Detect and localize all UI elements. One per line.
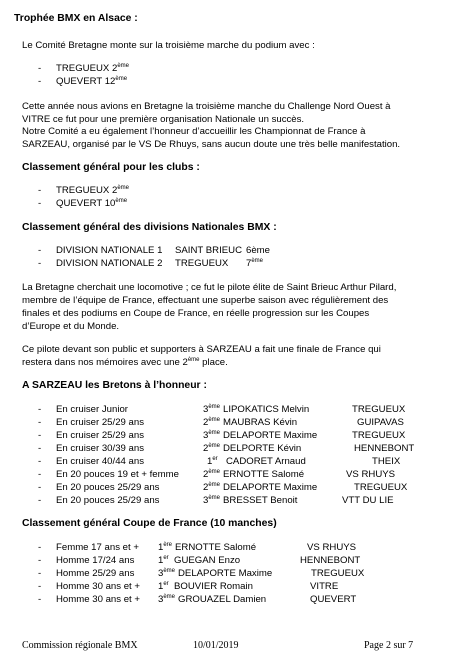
result-club: TREGUEUX xyxy=(354,482,408,493)
result-category: Homme 17/24 ans xyxy=(56,555,135,566)
paragraph-line: restera dans nos mémoires avec une 2ème place. xyxy=(22,357,228,368)
result-rank: 3ème xyxy=(203,495,221,506)
result-club: HENNEBONT xyxy=(354,443,415,454)
result-category: En cruiser 40/44 ans xyxy=(56,456,144,467)
result-club: THEIX xyxy=(372,456,401,467)
division-club: SAINT BRIEUC xyxy=(175,245,242,256)
result-club: VITRE xyxy=(310,581,339,592)
result-club: VTT DU LIE xyxy=(342,495,394,506)
result-category: En 20 pouces 25/29 ans xyxy=(56,495,160,506)
result-rank: 3ème xyxy=(203,404,221,415)
result-club: TREGUEUX xyxy=(311,568,365,579)
paragraph-line: finales et des podiums en Coupe de France, en réelle progression sur les Coupes xyxy=(22,308,370,319)
result-club: VS RHUYS xyxy=(307,542,357,553)
result-category: Homme 30 ans et + xyxy=(56,581,140,592)
result-name: LIPOKATICS Melvin xyxy=(223,404,310,415)
result-club: QUEVERT xyxy=(310,594,357,605)
paragraph-line: membre de l’équipe de France, effectuant une superbe saison avec régulièrement des xyxy=(22,295,389,306)
paragraph-line: VITRE ce fut pour une première organisation Nationale un succès. xyxy=(22,114,305,125)
result-category: Homme 30 ans et + xyxy=(56,594,140,605)
result-club: VS RHUYS xyxy=(346,469,396,480)
list-item: TREGUEUX 2ème xyxy=(56,63,129,74)
result-name: DELAPORTE Maxime xyxy=(223,430,318,441)
division-rank: 7ème xyxy=(246,258,264,269)
result-club: TREGUEUX xyxy=(352,430,406,441)
result-category: En cruiser 25/29 ans xyxy=(56,430,144,441)
page-title: Trophée BMX en Alsace : xyxy=(14,13,138,24)
result-club: GUIPAVAS xyxy=(357,417,404,428)
footer-left: Commission régionale BMX xyxy=(22,640,138,651)
result-rank: 1er xyxy=(207,456,218,467)
result-category: En cruiser Junior xyxy=(56,404,128,415)
result-name: ERNOTTE Salomé xyxy=(175,542,257,553)
result-rank: 1er xyxy=(158,581,169,592)
result-club: TREGUEUX xyxy=(352,404,406,415)
division-name: DIVISION NATIONALE 2 xyxy=(56,258,163,269)
footer-page-number: Page 2 sur 7 xyxy=(364,640,414,651)
result-rank: 2ème xyxy=(203,417,221,428)
club-name: QUEVERT xyxy=(56,76,103,87)
clubs-heading: Classement général pour les clubs : xyxy=(22,162,200,173)
result-category: Homme 25/29 ans xyxy=(56,568,135,579)
paragraph-line: Cette année nous avions en Bretagne la troisième manche du Challenge Nord Ouest à xyxy=(22,101,391,112)
divisions-heading: Classement général des divisions Nationales BMX : xyxy=(22,222,277,233)
result-name: DELAPORTE Maxime xyxy=(223,482,318,493)
result-category: En 20 pouces 19 et + femme xyxy=(56,469,179,480)
sarzeau-heading: A SARZEAU les Bretons à l’honneur : xyxy=(22,380,207,391)
list-item: QUEVERT 12ème xyxy=(56,76,128,87)
list-item: - xyxy=(38,63,42,74)
intro-text: Le Comité Bretagne monte sur la troisième marche du podium avec : xyxy=(22,40,315,51)
result-name: DELPORTE Kévin xyxy=(223,443,302,454)
result-rank: 1ère xyxy=(158,542,173,553)
result-category: En cruiser 25/29 ans xyxy=(56,417,144,428)
paragraph-line: La Bretagne cherchait une locomotive ; ce fut le pilote élite de Saint Brieuc Arthur Pilard, xyxy=(22,282,397,293)
coupe-heading: Classement général Coupe de France (10 manches) xyxy=(22,518,277,529)
list-item: TREGUEUX 2ème xyxy=(56,185,129,196)
club-name: TREGUEUX xyxy=(56,63,110,74)
result-name: CADORET Arnaud xyxy=(226,456,306,467)
result-name: GROUAZEL Damien xyxy=(178,594,267,605)
result-rank: 2ème xyxy=(203,482,221,493)
result-category: Femme 17 ans et + xyxy=(56,542,139,553)
result-club: HENNEBONT xyxy=(300,555,361,566)
result-category: En cruiser 30/39 ans xyxy=(56,443,144,454)
paragraph-line: d’Europe et du Monde. xyxy=(22,321,120,332)
paragraph-line: Notre Comité a eu également l’honneur d’accueillir les Championnat de France à xyxy=(22,126,366,137)
result-name: BRESSET Benoit xyxy=(223,495,298,506)
result-name: MAUBRAS Kévin xyxy=(223,417,298,428)
result-name: ERNOTTE Salomé xyxy=(223,469,305,480)
list-item: - xyxy=(38,76,42,87)
division-rank: 6ème xyxy=(246,245,270,256)
list-item: QUEVERT 10ème xyxy=(56,198,128,209)
result-rank: 3ème xyxy=(203,430,221,441)
result-rank: 2ème xyxy=(203,443,221,454)
paragraph-line: SARZEAU, organisé par le VS De Rhuys, sans aucun doute une très belle manifestation. xyxy=(22,139,401,150)
footer-date: 10/01/2019 xyxy=(193,640,239,651)
result-rank: 3ème xyxy=(158,568,176,579)
result-name: DELAPORTE Maxime xyxy=(178,568,273,579)
division-club: TREGUEUX xyxy=(175,258,229,269)
result-rank: 2ème xyxy=(203,469,221,480)
division-name: DIVISION NATIONALE 1 xyxy=(56,245,163,256)
result-name: GUEGAN Enzo xyxy=(174,555,241,566)
result-name: BOUVIER Romain xyxy=(174,581,253,592)
result-rank: 3ème xyxy=(158,594,176,605)
result-category: En 20 pouces 25/29 ans xyxy=(56,482,160,493)
result-rank: 1er xyxy=(158,555,169,566)
paragraph-line: Ce pilote devant son public et supporters à SARZEAU a fait une finale de France qui xyxy=(22,344,381,355)
